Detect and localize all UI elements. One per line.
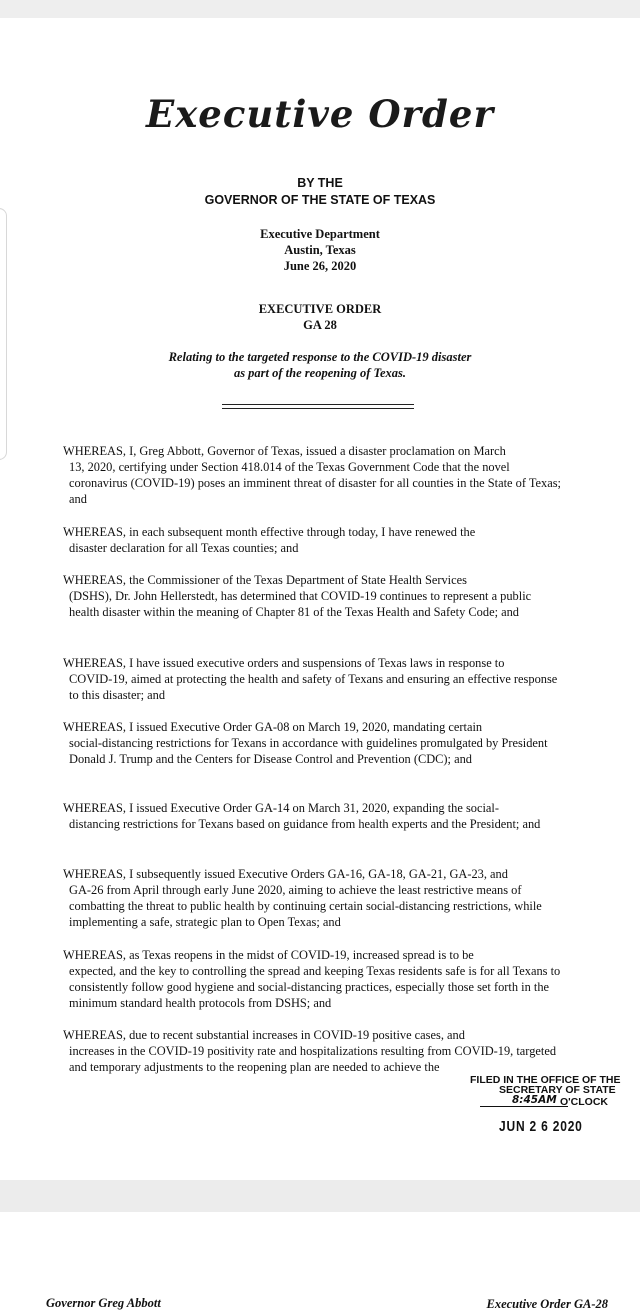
filed-stamp-oclock: O'CLOCK [560, 1096, 608, 1108]
whereas-paragraph [63, 443, 563, 507]
whereas-paragraph [63, 524, 563, 556]
order-number: GA 28 [303, 318, 337, 332]
date-line: June 26, 2020 [283, 259, 357, 273]
location-line: Austin, Texas [284, 243, 356, 257]
divider-rule-top [222, 404, 414, 405]
paragraph-first-line: WHEREAS, I issued Executive Order GA-14 on March 31, 2020, expanding the social- [63, 801, 499, 815]
page-gap [0, 1180, 640, 1212]
paragraph-body: (DSHS), Dr. John Hellerstedt, has determined that COVID-19 continues to represent a public health disaster within the meaning of Chapter 81 of the Texas Health and Safety Code; and [69, 589, 532, 619]
paragraph-first-line: WHEREAS, due to recent substantial increases in COVID-19 positive cases, and [63, 1028, 465, 1042]
footer-order-label: Executive Order GA-28 [486, 1297, 608, 1311]
paragraph-body: distancing restrictions for Texans based on guidance from health experts and the President; and [69, 817, 541, 831]
governor-line: GOVERNOR OF THE STATE OF TEXAS [204, 193, 436, 207]
filed-stamp-time: 8:45AM [512, 1094, 557, 1106]
paragraph-body: COVID-19, aimed at protecting the health and safety of Texans and ensuring an effective response to this disaster; and [69, 672, 558, 702]
whereas-paragraph [63, 572, 563, 620]
by-the-line: BY THE [297, 176, 343, 190]
subtitle-line-1: Relating to the targeted response to the COVID-19 disaster [168, 350, 472, 364]
paragraph-body: 13, 2020, certifying under Section 418.014 of the Texas Government Code that the novel coronavirus (COVID-19) poses an imminent threat of disaster for all counties in the State of Texas; and [69, 460, 561, 506]
whereas-paragraph [63, 1027, 563, 1075]
filed-stamp-date: JUN 2 6 2020 [499, 1118, 583, 1135]
top-band [0, 0, 640, 18]
whereas-paragraph [63, 866, 563, 930]
footer-signature: Governor Greg Abbott [46, 1296, 161, 1310]
paragraph-first-line: WHEREAS, I issued Executive Order GA-08 on March 19, 2020, mandating certain [63, 720, 483, 734]
paragraph-first-line: WHEREAS, I have issued executive orders and suspensions of Texas laws in response to [63, 656, 505, 670]
paragraph-body: social-distancing restrictions for Texans in accordance with guidelines promulgated by President Donald J. Trump and the Centers for Disease Control and Prevention (CDC); and [69, 736, 548, 766]
paragraph-first-line: WHEREAS, I, Greg Abbott, Governor of Texas, issued a disaster proclamation on March [63, 444, 506, 458]
whereas-paragraph [63, 947, 563, 1011]
paragraph-first-line: WHEREAS, the Commissioner of the Texas Department of State Health Services [63, 573, 467, 587]
whereas-paragraph [63, 655, 563, 703]
document-title: Executive Order [146, 92, 494, 136]
subtitle-line-2: as part of the reopening of Texas. [233, 366, 407, 380]
paragraph-body: increases in the COVID-19 positivity rate and hospitalizations resulting from COVID-19, targeted and temporary adjustments to the reopening plan are needed to achieve the [69, 1044, 557, 1074]
paragraph-body: expected, and the key to controlling the spread and keeping Texas residents safe is for all Texans to consistently follow good hygiene and social-distancing practices, especially those set forth in the minimum standard health protocols from DSHS; and [69, 964, 561, 1010]
paragraph-body: disaster declaration for all Texas counties; and [69, 541, 299, 555]
paragraph-first-line: WHEREAS, as Texas reopens in the midst of COVID-19, increased spread is to be [63, 948, 474, 962]
whereas-paragraph [63, 719, 563, 767]
filed-stamp-line-1: FILED IN THE OFFICE OF THE [470, 1074, 621, 1086]
filed-stamp-underline [480, 1106, 568, 1107]
paragraph-first-line: WHEREAS, in each subsequent month effective through today, I have renewed the [63, 525, 476, 539]
order-heading: EXECUTIVE ORDER [258, 302, 382, 316]
divider-rule-bottom [222, 408, 414, 409]
whereas-paragraph [63, 800, 563, 832]
paragraph-body: GA-26 from April through early June 2020, aiming to achieve the least restrictive means of combatting the threat to public health by continuing certain social-distancing restrictions, while implementing a safe, strategic plan to Open Texas; and [69, 883, 542, 929]
paragraph-first-line: WHEREAS, I subsequently issued Executive Orders GA-16, GA-18, GA-21, GA-23, and [63, 867, 508, 881]
department-line: Executive Department [260, 227, 380, 241]
filed-stamp-line-2: SECRETARY OF STATE [499, 1084, 616, 1096]
